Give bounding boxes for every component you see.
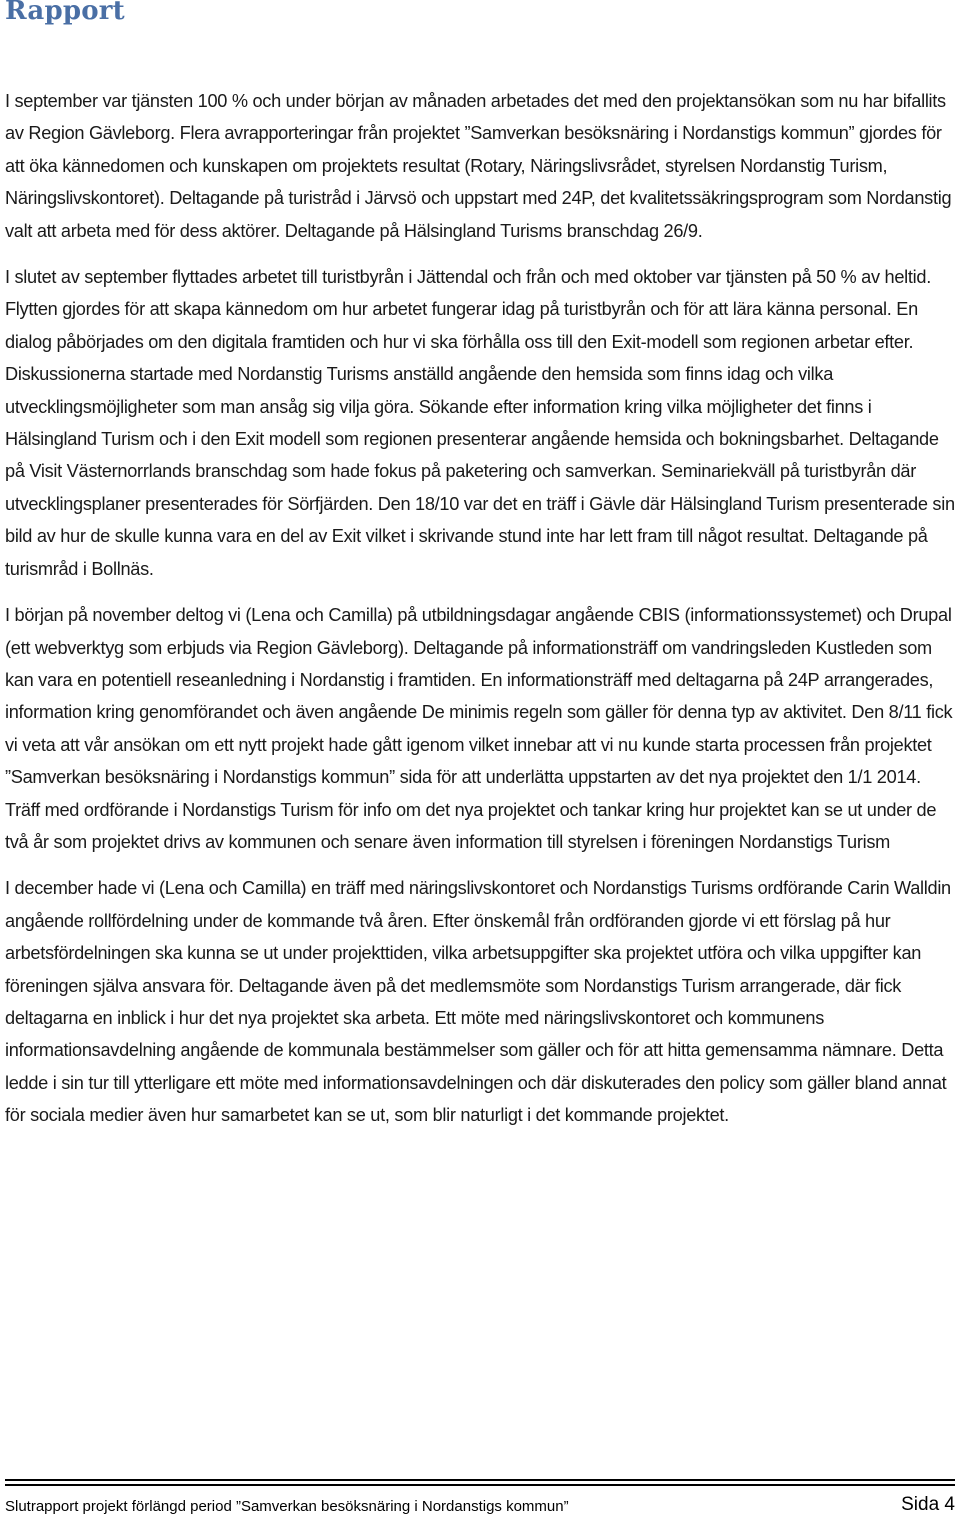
paragraph-december: I december hade vi (Lena och Camilla) en träff med näringslivskontoret och Nordanstigs Turisms ordförande Carin Walldin angående rollfördelning under de kommande två åren. Efter önskemål från ordföranden gjorde vi ett förslag på hur arbetsfördelningen ska kunna se ut under projekttiden, vilka arbetsuppgifter ska projektet utföra och vilka uppgifter kan föreningen själva ansvara för. Deltagande även på det medlemsmöte som Nordanstigs Turism arrangerade, där fick deltagarna en inblick i hur det nya projektet ska arbeta. Ett möte med näringslivskontoret och kommunens informationsavdelning angående de kommunala bestämmelser som gäller och för att hitta gemensamma nämnare. Detta ledde i sin tur till ytterligare ett möte med informationsavdelningen och där diskuterades den policy som gäller bland annat för sociala medier även hur samarbetet kan se ut, som blir naturligt i det kommande projektet. xyxy=(5,878,951,1126)
footer-divider-bottom xyxy=(5,1484,955,1486)
paragraph-september: I september var tjänsten 100 % och under början av månaden arbetades det med den projektansökan som nu har bifallits av Region Gävleborg. Flera avrapporteringar från projektet ”Samverkan besöksnäring i Nordanstigs kommun” gjordes för att öka kännedomen och kunskapen om projektets resultat (Rotary, Näringslivsrådet, styrelsen Nordanstig Turism, Näringslivskontoret). Deltagande på turistråd i Järvsö och uppstart med 24P, det kvalitetssäkringsprogram som Nordanstig valt att arbeta med för dess aktörer. Deltagande på Hälsingland Turisms branschdag 26/9. xyxy=(5,91,952,241)
footer-divider-top xyxy=(5,1479,955,1481)
paragraph-november: I början på november deltog vi (Lena och Camilla) på utbildningsdagar angående CBIS (informationssystemet) och Drupal (ett webverktyg som erbjuds via Region Gävleborg). Deltagande på informationsträff om vandringsleden Kustleden som kan vara en potentiell reseanledning i Nordanstig i framtiden. En informationsträff med deltagarna på 24P arrangerades, information kring genomförandet och även angående De minimis regeln som gäller för denna typ av aktivitet. Den 8/11 fick vi veta att vår ansökan om ett nytt projekt hade gått igenom vilket innebar att vi nu kunde starta processen från projektet ”Samverkan besöksnäring i Nordanstigs kommun” sida för att underlätta uppstarten av det nya projektet den 1/1 2014. Träff med ordförande i Nordanstigs Turism för info om det nya projektet och tankar kring hur projektet kan se ut under de två år som projektet drivs av kommunen och senare även information till styrelsen i föreningen Nordanstigs Turism xyxy=(5,605,953,852)
footer-document-title: Slutrapport projekt förlängd period ”Samverkan besöksnäring i Nordanstigs kommun” xyxy=(5,1498,569,1515)
page-number: Sida 4 xyxy=(901,1494,955,1515)
paragraph-october: I slutet av september flyttades arbetet till turistbyrån i Jättendal och från och med oktober var tjänsten på 50 % av heltid. Flytten gjordes för att skapa kännedom om hur arbetet fungerar idag på turistbyrån och för att lära känna personal. En dialog påbörjades om den digitala framtiden och hur vi ska förhålla oss till den Exit-modell som regionen arbetar efter. Diskussionerna startade med Nordanstig Turisms anställd angående den hemsida som finns idag och vilka utvecklingsmöjligheter som man ansåg sig vilja göra. Sökande efter information kring vilka möjligheter det finns i Hälsingland Turism och i den Exit modell som regionen presenterar angående hemsida och bokningsbarhet. Deltagande på Visit Västernorrlands branschdag som hade fokus på paketering och samverkan. Seminariekväll på turistbyrån där utvecklingsplaner presenterades för Sörfjärden. Den 18/10 var det en träff i Gävle där Hälsingland Turism presenterade sin bild av hur de skulle kunna vara en del av Exit vilket i skrivande stund inte har lett fram till något resultat. Deltagande på turismråd i Bollnäs. xyxy=(5,267,955,579)
report-body xyxy=(5,85,957,1146)
page-title: Rapport xyxy=(5,0,125,26)
